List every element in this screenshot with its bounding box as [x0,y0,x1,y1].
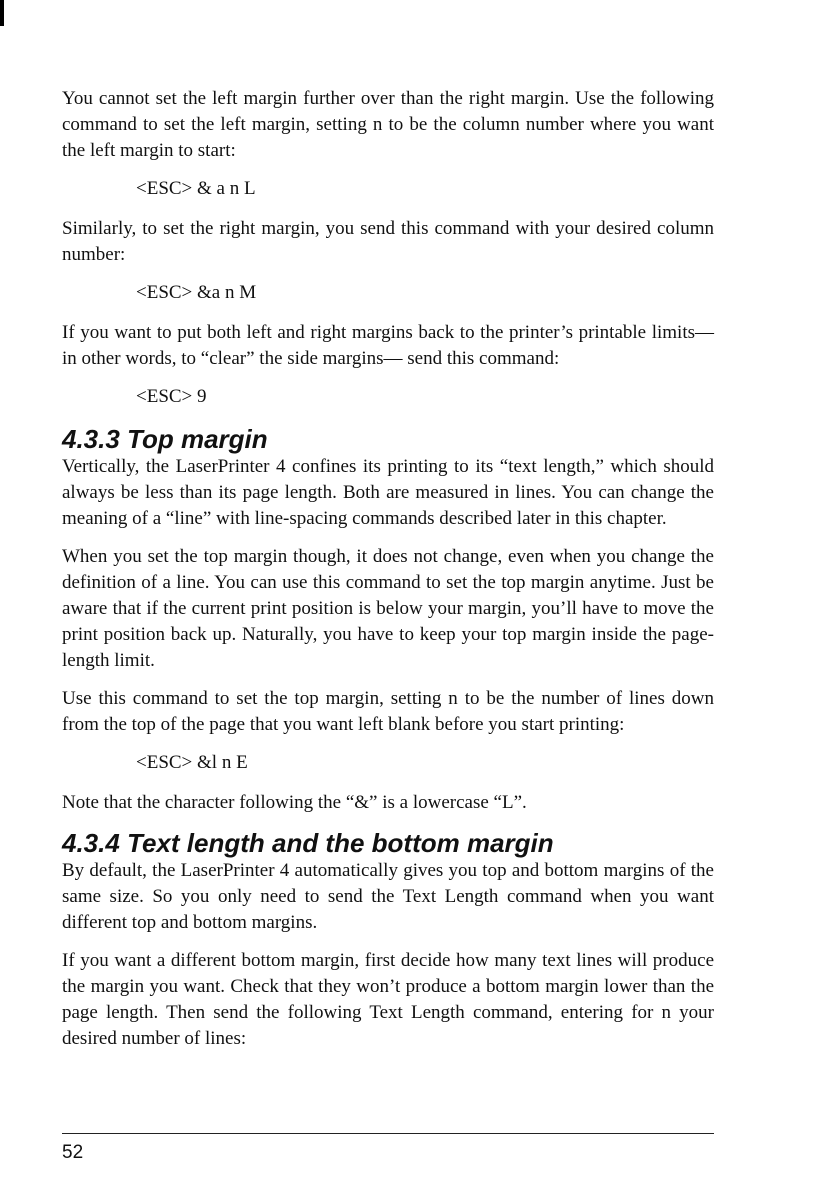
paragraph-right-margin: Similarly, to set the right margin, you send this command with your desired column number: [62,218,714,265]
page-number: 52 [62,1142,84,1163]
command-clear-margins: <ESC> 9 [136,386,207,407]
paragraph-lowercase-note: Note that the character following the “&” is a lowercase “L”. [62,792,527,813]
heading-top-margin: 4.3.3 Top margin [62,424,268,454]
paragraph-bottom-margin: If you want a different bottom margin, first decide how many text lines will produce the margin you want. Check that they won’t produce a bottom margin lower than the page length. Then send the following Text Length command, entering for n your desired number of lines: [62,950,714,1049]
paragraph-text-length: Vertically, the LaserPrinter 4 confines its printing to its “text length,” which should always be less than its page length. Both are measured in lines. You can change the meaning of a “line” with line-spacing commands described later in this chapter. [62,456,714,529]
command-right-margin: <ESC> &a n M [136,282,257,303]
paragraph-top-margin-command: Use this command to set the top margin, setting n to be the number of lines down from the top of the page that you want left blank before you start printing: [62,688,714,735]
command-left-margin: <ESC> & a n L [136,178,256,199]
command-top-margin: <ESC> &l n E [136,752,248,773]
page-footer [62,1133,714,1164]
paragraph-clear-margins: If you want to put both left and right margins back to the printer’s printable limits— in other words, to “clear” the side margins— send this command: [62,322,714,369]
paragraph-default-margins: By default, the LaserPrinter 4 automatically gives you top and bottom margins of the same size. So you only need to send the Text Length command when you want different top and bottom margins. [62,860,714,933]
crop-mark [0,0,4,26]
page-content [62,86,714,1064]
heading-text-length-bottom-margin: 4.3.4 Text length and the bottom margin [62,828,554,858]
footer-rule [62,1133,714,1134]
paragraph-left-margin: You cannot set the left margin further over than the right margin. Use the following command to set the left margin, setting n to be the column number where you want the left margin to start: [62,88,714,161]
paragraph-top-margin-line: When you set the top margin though, it does not change, even when you change the definition of a line. You can use this command to set the top margin anytime. Just be aware that if the current print position is below your margin, you’ll have to move the print position back up. Naturally, you have to keep your top margin inside the page-length limit. [62,546,714,671]
